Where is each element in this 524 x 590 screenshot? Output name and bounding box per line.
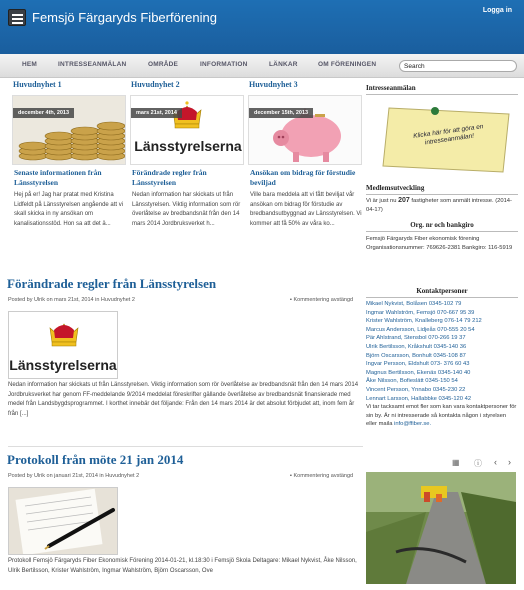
search-input[interactable]: Search — [399, 60, 517, 72]
main-nav — [0, 54, 524, 78]
contact-item[interactable]: Björn Oscarsson, Bonhult 0345-108 87 — [366, 352, 466, 359]
sidebar-medlem — [366, 184, 518, 214]
nav-item-omrade[interactable]: OMRÅDE — [148, 61, 179, 68]
date-badge: december 15th, 2013 — [249, 108, 313, 118]
post-title[interactable]: Förändrade regler från Länsstyrelsen — [7, 276, 217, 291]
interest-signup-note[interactable] — [375, 100, 515, 178]
login-link[interactable]: Logga in — [482, 7, 512, 14]
contact-item[interactable]: Ingvar Persson, Eldshult 073- 376 60 43 — [366, 361, 470, 368]
post-image-lansstyrelserna[interactable] — [8, 311, 118, 379]
sidebar-org — [366, 221, 518, 252]
featured-label[interactable]: Huvudnyhet 1 — [13, 80, 62, 89]
featured-image-lansstyrelserna[interactable] — [130, 95, 244, 165]
featured-label[interactable]: Huvudnyhet 3 — [249, 80, 298, 89]
sidebar-kontakt — [366, 287, 518, 429]
member-count: 207 — [398, 197, 410, 204]
contact-item[interactable]: Lennart Larsson, Hallabbke 0345-120 42 — [366, 395, 472, 402]
contact-item[interactable]: Vincent Persson, Ynnabo 0345-230 22 — [366, 386, 466, 393]
nav-item-information[interactable]: INFORMATION — [200, 61, 248, 68]
contact-note: Vi tar tacksamt emot fler som kan vara kontaktpersoner för sin by. Är ni intresserade så kontakta någon i styrelsen eller maila — [366, 404, 517, 428]
org-info: Femsjö Färgaryds Fiber ekonomisk förening Organisationsnummer: 769626-2381 Bankgiro: 116-5919 — [366, 236, 513, 251]
featured-excerpt: Hej på er! Jag har pratat med Kristina Lidfeldt på Länsstyrelsen angående att vi skall skicka in ny ansökan om kanalisationsstöd. Hon sa att det ä... — [14, 192, 124, 227]
comment-icon: ▪ — [290, 473, 294, 479]
contact-item[interactable]: Åke Nilsson, Bofieslätt 0345-150 54 — [366, 378, 458, 385]
post-meta: Posted by Ulrik on januari 21st, 2014 in Huvudnyhet 2 — [8, 473, 140, 479]
sidebar-heading: Medlemsutveckling — [366, 184, 518, 195]
site-title[interactable]: Femsjö Färgaryds Fiberförening — [32, 10, 217, 25]
featured-label[interactable]: Huvudnyhet 2 — [131, 80, 180, 89]
nav-item-hem[interactable]: HEM — [22, 61, 38, 68]
lansstyrelserna-logo-text: Länsstyrelserna — [9, 357, 117, 373]
post-image-pen-paper[interactable] — [8, 487, 118, 555]
post-comments: ▪ Kommentering avstängd — [290, 297, 354, 303]
featured-excerpt: Nedan information har skickats ut från Länsstyrelsen. Viktig information som rör överlåtelse av bredbandsnät från den 14 mars 2014 Jordbruksverket h... — [132, 192, 241, 227]
date-badge: mars 21st, 2014 — [131, 108, 182, 118]
menu-icon[interactable] — [8, 9, 26, 26]
top-bar — [0, 0, 524, 54]
lansstyrelserna-logo-text: Länsstyrelserna — [134, 138, 242, 154]
grid-icon[interactable]: ▦ — [452, 458, 460, 467]
date-badge: december 4th, 2013 — [13, 108, 74, 118]
info-icon[interactable]: ⓘ — [474, 459, 482, 468]
sidebar-heading: Kontaktpersoner — [366, 287, 518, 298]
sidebar-heading: Intresseanmälan — [366, 84, 518, 95]
contact-item[interactable]: Pär Ahlstrand, Stensbol 070-266 19 37 — [366, 335, 466, 342]
prev-icon[interactable]: ‹ — [494, 457, 497, 467]
post-title[interactable]: Protokoll från möte 21 jan 2014 — [7, 452, 184, 467]
note-text: Klicka här för att göra en intresseanmälan! — [412, 123, 484, 147]
contact-item[interactable]: Ingmar Wahlström, Femsjö 070-667 95 39 — [366, 309, 475, 316]
member-count-text: Vi är just nu 207 fastigheter som anmält intresse. (2014-04-17) — [366, 197, 512, 213]
featured-image-piggybank[interactable] — [248, 95, 362, 165]
contact-item[interactable]: Marcus Andersson, Lidjeås 070-555 20 54 — [366, 326, 475, 333]
next-icon[interactable]: › — [508, 457, 511, 467]
gallery-photo-fiber-work[interactable] — [366, 472, 516, 584]
contact-item[interactable]: Ulrik Bertilsson, Kråkshult 0345-140 36 — [366, 343, 467, 350]
gallery-controls — [366, 458, 518, 470]
contact-list — [366, 300, 518, 429]
featured-headline[interactable]: Ansökan om bidrag för förstudie beviljad — [250, 168, 356, 187]
sidebar-heading: Org. nr och bankgiro — [366, 221, 518, 232]
featured-headline[interactable]: Senaste informationen från Länsstyrelsen — [14, 168, 102, 187]
post-excerpt: Nedan information har skickats ut från Länsstyrelsen. Viktig information som rör överlåtelse av bredbandsnät från den 14 mars 2014 Jordbruksverket har genom FF-meddelande 9/2014 meddelat föreskrifter gällande överlåtelse av bredbandsnät finansierade med medel från Landsbygdsprogrammet. I korthet innebär det följande: Från den 14 mars 2014 är det absolut förbjudet att, inom fem år från [...] — [8, 382, 359, 417]
post-excerpt: Protokoll Femsjö Färgaryds Fiber Ekonomisk Förening 2014-01-21, kl.18:30 i Femsjö Skola Deltagare: Mikael Nykvist, Åke Nilsson, Ulrik Bertilsson, Krister Wahlström, Ingmar Wahlström, Björn Oscarsson, Ove — [8, 558, 357, 574]
sidebar-intresse — [366, 84, 518, 95]
post-meta: Posted by Ulrik on mars 21st, 2014 in Huvudnyhet 2 — [8, 297, 135, 303]
contact-item[interactable]: Mikael Nykvist, Bolåsen 0345-102 79 — [366, 301, 462, 307]
nav-item-lankar[interactable]: LÄNKAR — [269, 61, 298, 68]
nav-item-intresseanmalan[interactable]: INTRESSEANMÄLAN — [58, 61, 127, 68]
contact-item[interactable]: Magnus Bertilsson, Ekenäs 0345-140 40 — [366, 369, 471, 376]
featured-headline[interactable]: Förändrade regler från Länsstyrelsen — [132, 168, 207, 187]
featured-news-1 — [10, 80, 128, 229]
featured-news-2 — [128, 80, 246, 229]
nav-item-om-foreningen[interactable]: OM FÖRENINGEN — [318, 61, 377, 68]
featured-news-3 — [246, 80, 364, 229]
divider — [8, 446, 363, 447]
featured-excerpt: Ville bara meddela att vi fått beviljat vår ansökan om bidrag för förstudie av bredbandsutbyggnad av Länsstyrelsen. Vi kommer att få 50% av våra ko... — [250, 192, 362, 227]
contact-item[interactable]: Krister Wahlström, Knalleberg 076-14 79 212 — [366, 318, 482, 325]
comment-icon: ▪ — [290, 297, 294, 303]
email-link[interactable]: info@ffiber.se. — [394, 421, 432, 428]
post-comments: ▪ Kommentering avstängd — [290, 473, 354, 479]
featured-image-coins[interactable] — [12, 95, 126, 165]
